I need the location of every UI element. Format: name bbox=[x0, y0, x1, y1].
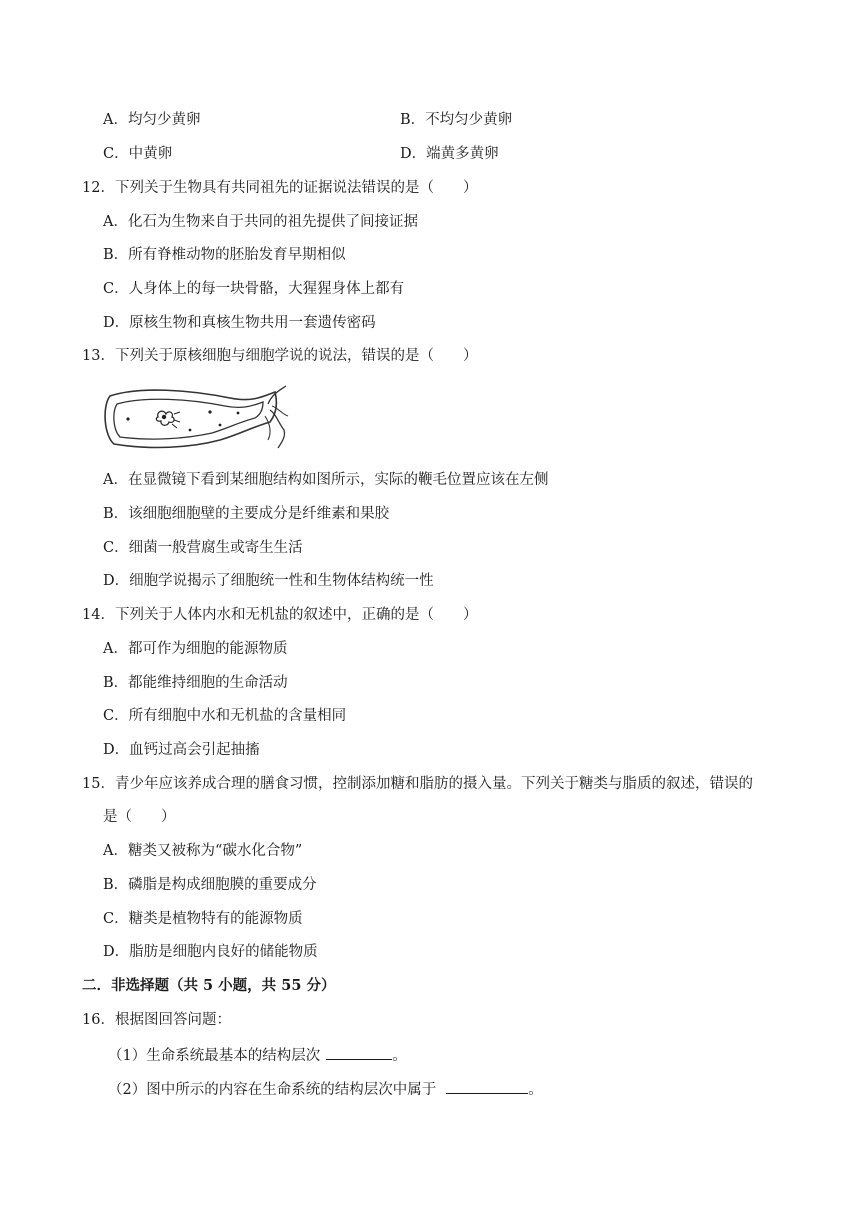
q15-option-d: D．脂肪是细胞内良好的储能物质 bbox=[103, 944, 318, 960]
q16-sub2 bbox=[108, 1078, 543, 1100]
q13-option-d: D．细胞学说揭示了细胞统一性和生物体结构统一性 bbox=[103, 573, 434, 589]
section-heading: 二．非选择题（共 5 小题，共 55 分） bbox=[82, 977, 336, 994]
q16-sub1-text: （1）生命系统最基本的结构层次 bbox=[108, 1048, 321, 1064]
q11-option-d: D．端黄多黄卵 bbox=[400, 146, 499, 162]
q13-option-a: A．在显微镜下看到某细胞结构如图所示，实际的鞭毛位置应该在左侧 bbox=[103, 472, 549, 488]
q16-sub1-answer-blank[interactable] bbox=[326, 1044, 392, 1060]
q15-stem-line2: 是（ ） bbox=[103, 809, 176, 825]
q15-option-b: B．磷脂是构成细胞膜的重要成分 bbox=[103, 877, 317, 893]
q14-option-c: C．所有细胞中水和无机盐的含量相同 bbox=[103, 708, 347, 724]
q16-sub2-end: 。 bbox=[528, 1082, 543, 1098]
q15-option-a: A．糖类又被称为“碳水化合物” bbox=[103, 843, 303, 859]
q11-option-a: A．均匀少黄卵 bbox=[103, 112, 201, 128]
q15-option-c: C．糖类是植物特有的能源物质 bbox=[103, 911, 303, 927]
bacterium-figure bbox=[100, 384, 290, 454]
q16-sub1-end: 。 bbox=[392, 1048, 407, 1064]
q14-option-d: D．血钙过高会引起抽搐 bbox=[103, 742, 260, 758]
q13-stem: 13．下列关于原核细胞与细胞学说的说法，错误的是（ ） bbox=[82, 348, 478, 364]
q15-stem-line1: 15．青少年应该养成合理的膳食习惯，控制添加糖和脂肪的摄入量。下列关于糖类与脂质的叙述，错误的 bbox=[82, 776, 753, 792]
q14-stem: 14．下列关于人体内水和无机盐的叙述中，正确的是（ ） bbox=[82, 607, 478, 623]
q16-sub2-text: （2）图中所示的内容在生命系统的结构层次中属于 bbox=[108, 1082, 437, 1098]
q16-sub1 bbox=[108, 1044, 407, 1066]
q12-option-d: D．原核生物和真核生物共用一套遗传密码 bbox=[103, 315, 376, 331]
q14-option-b: B．都能维持细胞的生命活动 bbox=[103, 675, 288, 691]
q16-sub2-answer-blank[interactable] bbox=[446, 1078, 528, 1094]
q13-option-c: C．细菌一般营腐生或寄生生活 bbox=[103, 540, 303, 556]
q16-stem: 16．根据图回答问题： bbox=[82, 1012, 231, 1028]
q12-option-b: B．所有脊椎动物的胚胎发育早期相似 bbox=[103, 247, 346, 263]
q13-option-b: B．该细胞细胞壁的主要成分是纤维素和果胶 bbox=[103, 506, 390, 522]
q12-stem: 12．下列关于生物具有共同祖先的证据说法错误的是（ ） bbox=[82, 180, 478, 196]
q12-option-a: A．化石为生物来自于共同的祖先提供了间接证据 bbox=[103, 214, 418, 230]
q11-option-c: C．中黄卵 bbox=[103, 146, 173, 162]
q14-option-a: A．都可作为细胞的能源物质 bbox=[103, 641, 288, 657]
q12-option-c: C．人身体上的每一块骨骼，大猩猩身体上都有 bbox=[103, 281, 405, 297]
q11-option-b: B．不均匀少黄卵 bbox=[400, 112, 513, 128]
